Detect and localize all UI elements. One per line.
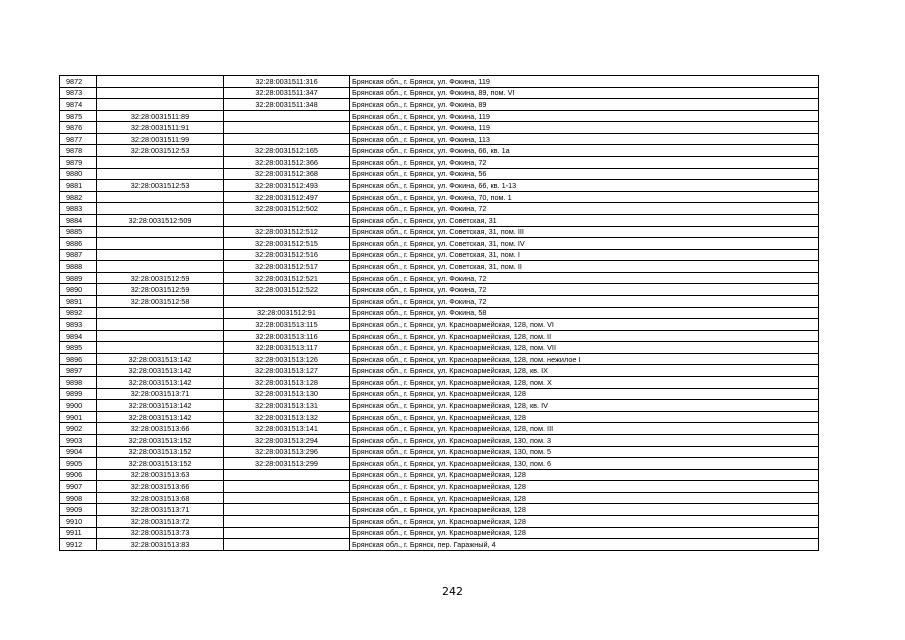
row-number-cell: 9877 <box>60 133 97 145</box>
object-cadastral-number-cell: 32:28:0031512:368 <box>224 168 350 180</box>
object-cadastral-number-cell: 32:28:0031513:130 <box>224 388 350 400</box>
row-number-cell: 9881 <box>60 180 97 192</box>
register-table-body <box>60 76 819 551</box>
row-number-cell: 9888 <box>60 261 97 273</box>
cadastral-number-cell: 32:28:0031512:509 <box>97 214 224 226</box>
row-number-cell: 9904 <box>60 446 97 458</box>
address-cell: Брянская обл., г. Брянск, ул. Фокина, 119 <box>350 76 819 88</box>
address-cell: Брянская обл., г. Брянск, ул. Красноармейская, 128 <box>350 411 819 423</box>
address-cell: Брянская обл., г. Брянск, ул. Красноармейская, 128, пом. III <box>350 423 819 435</box>
object-cadastral-number-cell: 32:28:0031511:348 <box>224 99 350 111</box>
object-cadastral-number-cell: 32:28:0031513:115 <box>224 319 350 331</box>
cadastral-number-cell <box>97 319 224 331</box>
cadastral-number-cell: 32:28:0031511:99 <box>97 133 224 145</box>
object-cadastral-number-cell: 32:28:0031512:512 <box>224 226 350 238</box>
row-number-cell: 9897 <box>60 365 97 377</box>
table-row <box>60 99 819 111</box>
address-cell: Брянская обл., г. Брянск, ул. Красноармейская, 128 <box>350 469 819 481</box>
row-number-cell: 9896 <box>60 353 97 365</box>
cadastral-number-cell <box>97 330 224 342</box>
row-number-cell: 9887 <box>60 249 97 261</box>
table-row <box>60 539 819 551</box>
address-cell: Брянская обл., г. Брянск, ул. Фокина, 58 <box>350 307 819 319</box>
row-number-cell: 9909 <box>60 504 97 516</box>
table-row <box>60 191 819 203</box>
object-cadastral-number-cell <box>224 527 350 539</box>
address-cell: Брянская обл., г. Брянск, ул. Советская, 31, пом. I <box>350 249 819 261</box>
address-cell: Брянская обл., г. Брянск, ул. Фокина, 89, пом. VI <box>350 87 819 99</box>
table-row <box>60 458 819 470</box>
object-cadastral-number-cell <box>224 122 350 134</box>
address-cell: Брянская обл., г. Брянск, пер. Гаражный, 4 <box>350 539 819 551</box>
row-number-cell: 9900 <box>60 400 97 412</box>
address-cell: Брянская обл., г. Брянск, ул. Фокина, 66, кв. 1а <box>350 145 819 157</box>
row-number-cell: 9872 <box>60 76 97 88</box>
table-row <box>60 214 819 226</box>
table-row <box>60 295 819 307</box>
address-cell: Брянская обл., г. Брянск, ул. Советская, 31, пом. II <box>350 261 819 273</box>
row-number-cell: 9880 <box>60 168 97 180</box>
object-cadastral-number-cell: 32:28:0031512:502 <box>224 203 350 215</box>
row-number-cell: 9886 <box>60 238 97 250</box>
cadastral-register-table <box>59 75 819 551</box>
address-cell: Брянская обл., г. Брянск, ул. Советская, 31, пом. III <box>350 226 819 238</box>
row-number-cell: 9875 <box>60 110 97 122</box>
table-row <box>60 180 819 192</box>
object-cadastral-number-cell: 32:28:0031511:316 <box>224 76 350 88</box>
table-row <box>60 481 819 493</box>
object-cadastral-number-cell: 32:28:0031512:91 <box>224 307 350 319</box>
object-cadastral-number-cell: 32:28:0031513:127 <box>224 365 350 377</box>
cadastral-number-cell <box>97 307 224 319</box>
table-row <box>60 238 819 250</box>
cadastral-number-cell <box>97 168 224 180</box>
table-row <box>60 157 819 169</box>
cadastral-number-cell: 32:28:0031512:53 <box>97 180 224 192</box>
table-row <box>60 388 819 400</box>
cadastral-number-cell: 32:28:0031513:142 <box>97 400 224 412</box>
address-cell: Брянская обл., г. Брянск, ул. Фокина, 72 <box>350 272 819 284</box>
cadastral-number-cell <box>97 226 224 238</box>
object-cadastral-number-cell <box>224 110 350 122</box>
table-row <box>60 400 819 412</box>
object-cadastral-number-cell <box>224 515 350 527</box>
table-row <box>60 168 819 180</box>
cadastral-number-cell <box>97 87 224 99</box>
table-row <box>60 145 819 157</box>
row-number-cell: 9908 <box>60 492 97 504</box>
address-cell: Брянская обл., г. Брянск, ул. Красноармейская, 128, пом. II <box>350 330 819 342</box>
cadastral-number-cell: 32:28:0031513:152 <box>97 434 224 446</box>
row-number-cell: 9891 <box>60 295 97 307</box>
cadastral-number-cell: 32:28:0031513:72 <box>97 515 224 527</box>
table-row <box>60 203 819 215</box>
row-number-cell: 9885 <box>60 226 97 238</box>
address-cell: Брянская обл., г. Брянск, ул. Красноармейская, 128 <box>350 481 819 493</box>
object-cadastral-number-cell: 32:28:0031512:493 <box>224 180 350 192</box>
address-cell: Брянская обл., г. Брянск, ул. Фокина, 113 <box>350 133 819 145</box>
cadastral-number-cell: 32:28:0031511:91 <box>97 122 224 134</box>
object-cadastral-number-cell: 32:28:0031513:296 <box>224 446 350 458</box>
address-cell: Брянская обл., г. Брянск, ул. Фокина, 72 <box>350 157 819 169</box>
row-number-cell: 9883 <box>60 203 97 215</box>
address-cell: Брянская обл., г. Брянск, ул. Красноармейская, 128, пом. X <box>350 377 819 389</box>
object-cadastral-number-cell <box>224 504 350 516</box>
address-cell: Брянская обл., г. Брянск, ул. Красноармейская, 128 <box>350 527 819 539</box>
row-number-cell: 9905 <box>60 458 97 470</box>
table-row <box>60 76 819 88</box>
cadastral-number-cell: 32:28:0031513:152 <box>97 446 224 458</box>
object-cadastral-number-cell <box>224 214 350 226</box>
table-row <box>60 110 819 122</box>
cadastral-number-cell <box>97 76 224 88</box>
cadastral-number-cell: 32:28:0031512:59 <box>97 284 224 296</box>
table-row <box>60 122 819 134</box>
object-cadastral-number-cell: 32:28:0031513:126 <box>224 353 350 365</box>
cadastral-number-cell: 32:28:0031513:83 <box>97 539 224 551</box>
cadastral-number-cell: 32:28:0031513:142 <box>97 377 224 389</box>
object-cadastral-number-cell <box>224 295 350 307</box>
row-number-cell: 9895 <box>60 342 97 354</box>
address-cell: Брянская обл., г. Брянск, ул. Красноармейская, 128, кв. IX <box>350 365 819 377</box>
address-cell: Брянская обл., г. Брянск, ул. Фокина, 56 <box>350 168 819 180</box>
object-cadastral-number-cell <box>224 469 350 481</box>
object-cadastral-number-cell <box>224 481 350 493</box>
cadastral-number-cell: 32:28:0031513:142 <box>97 411 224 423</box>
object-cadastral-number-cell: 32:28:0031512:517 <box>224 261 350 273</box>
object-cadastral-number-cell: 32:28:0031511:347 <box>224 87 350 99</box>
table-row <box>60 411 819 423</box>
address-cell: Брянская обл., г. Брянск, ул. Советская, 31, пом. IV <box>350 238 819 250</box>
cadastral-number-cell <box>97 249 224 261</box>
address-cell: Брянская обл., г. Брянск, ул. Красноармейская, 130, пом. 6 <box>350 458 819 470</box>
row-number-cell: 9892 <box>60 307 97 319</box>
row-number-cell: 9898 <box>60 377 97 389</box>
row-number-cell: 9901 <box>60 411 97 423</box>
object-cadastral-number-cell <box>224 539 350 551</box>
object-cadastral-number-cell: 32:28:0031512:516 <box>224 249 350 261</box>
address-cell: Брянская обл., г. Брянск, ул. Красноармейская, 128, кв. IV <box>350 400 819 412</box>
cadastral-number-cell: 32:28:0031513:71 <box>97 504 224 516</box>
cadastral-number-cell <box>97 238 224 250</box>
cadastral-number-cell: 32:28:0031513:66 <box>97 481 224 493</box>
table-row <box>60 469 819 481</box>
row-number-cell: 9893 <box>60 319 97 331</box>
cadastral-number-cell: 32:28:0031513:68 <box>97 492 224 504</box>
address-cell: Брянская обл., г. Брянск, ул. Советская, 31 <box>350 214 819 226</box>
cadastral-number-cell: 32:28:0031513:63 <box>97 469 224 481</box>
row-number-cell: 9912 <box>60 539 97 551</box>
address-cell: Брянская обл., г. Брянск, ул. Фокина, 72 <box>350 295 819 307</box>
table-row <box>60 365 819 377</box>
table-row <box>60 319 819 331</box>
row-number-cell: 9903 <box>60 434 97 446</box>
table-row <box>60 87 819 99</box>
cadastral-number-cell: 32:28:0031512:58 <box>97 295 224 307</box>
table-row <box>60 261 819 273</box>
object-cadastral-number-cell: 32:28:0031513:132 <box>224 411 350 423</box>
table-row <box>60 307 819 319</box>
address-cell: Брянская обл., г. Брянск, ул. Фокина, 119 <box>350 122 819 134</box>
cadastral-number-cell <box>97 203 224 215</box>
row-number-cell: 9889 <box>60 272 97 284</box>
address-cell: Брянская обл., г. Брянск, ул. Красноармейская, 128 <box>350 515 819 527</box>
address-cell: Брянская обл., г. Брянск, ул. Фокина, 72 <box>350 203 819 215</box>
cadastral-number-cell: 32:28:0031513:142 <box>97 365 224 377</box>
object-cadastral-number-cell: 32:28:0031513:116 <box>224 330 350 342</box>
cadastral-number-cell: 32:28:0031511:89 <box>97 110 224 122</box>
object-cadastral-number-cell: 32:28:0031513:294 <box>224 434 350 446</box>
object-cadastral-number-cell: 32:28:0031512:521 <box>224 272 350 284</box>
row-number-cell: 9874 <box>60 99 97 111</box>
table-row <box>60 226 819 238</box>
address-cell: Брянская обл., г. Брянск, ул. Красноармейская, 128 <box>350 388 819 400</box>
table-row <box>60 504 819 516</box>
object-cadastral-number-cell: 32:28:0031513:131 <box>224 400 350 412</box>
cadastral-number-cell: 32:28:0031513:66 <box>97 423 224 435</box>
row-number-cell: 9882 <box>60 191 97 203</box>
table-row <box>60 527 819 539</box>
object-cadastral-number-cell <box>224 492 350 504</box>
object-cadastral-number-cell: 32:28:0031513:128 <box>224 377 350 389</box>
row-number-cell: 9884 <box>60 214 97 226</box>
cadastral-number-cell <box>97 342 224 354</box>
row-number-cell: 9910 <box>60 515 97 527</box>
row-number-cell: 9890 <box>60 284 97 296</box>
table-row <box>60 446 819 458</box>
row-number-cell: 9907 <box>60 481 97 493</box>
row-number-cell: 9873 <box>60 87 97 99</box>
cadastral-number-cell: 32:28:0031512:59 <box>97 272 224 284</box>
address-cell: Брянская обл., г. Брянск, ул. Фокина, 89 <box>350 99 819 111</box>
cadastral-number-cell <box>97 157 224 169</box>
table-row <box>60 330 819 342</box>
cadastral-number-cell <box>97 261 224 273</box>
address-cell: Брянская обл., г. Брянск, ул. Фокина, 72 <box>350 284 819 296</box>
table-row <box>60 515 819 527</box>
row-number-cell: 9876 <box>60 122 97 134</box>
object-cadastral-number-cell: 32:28:0031512:165 <box>224 145 350 157</box>
cadastral-number-cell <box>97 99 224 111</box>
cadastral-number-cell: 32:28:0031513:152 <box>97 458 224 470</box>
address-cell: Брянская обл., г. Брянск, ул. Красноармейская, 128, пом. нежилое I <box>350 353 819 365</box>
table-row <box>60 342 819 354</box>
object-cadastral-number-cell: 32:28:0031513:299 <box>224 458 350 470</box>
row-number-cell: 9894 <box>60 330 97 342</box>
address-cell: Брянская обл., г. Брянск, ул. Красноармейская, 128, пом. VI <box>350 319 819 331</box>
row-number-cell: 9906 <box>60 469 97 481</box>
address-cell: Брянская обл., г. Брянск, ул. Фокина, 70, пом. 1 <box>350 191 819 203</box>
object-cadastral-number-cell: 32:28:0031513:141 <box>224 423 350 435</box>
table-row <box>60 353 819 365</box>
cadastral-number-cell: 32:28:0031513:73 <box>97 527 224 539</box>
object-cadastral-number-cell: 32:28:0031512:366 <box>224 157 350 169</box>
object-cadastral-number-cell <box>224 133 350 145</box>
table-row <box>60 423 819 435</box>
cadastral-number-cell: 32:28:0031513:71 <box>97 388 224 400</box>
table-row <box>60 272 819 284</box>
table-row <box>60 249 819 261</box>
cadastral-number-cell <box>97 191 224 203</box>
address-cell: Брянская обл., г. Брянск, ул. Красноармейская, 130, пом. 5 <box>350 446 819 458</box>
row-number-cell: 9878 <box>60 145 97 157</box>
address-cell: Брянская обл., г. Брянск, ул. Красноармейская, 128 <box>350 504 819 516</box>
row-number-cell: 9879 <box>60 157 97 169</box>
table-row <box>60 284 819 296</box>
page-number: 242 <box>442 585 463 598</box>
address-cell: Брянская обл., г. Брянск, ул. Красноармейская, 130, пом. 3 <box>350 434 819 446</box>
object-cadastral-number-cell: 32:28:0031512:497 <box>224 191 350 203</box>
object-cadastral-number-cell: 32:28:0031512:515 <box>224 238 350 250</box>
row-number-cell: 9899 <box>60 388 97 400</box>
table-row <box>60 377 819 389</box>
address-cell: Брянская обл., г. Брянск, ул. Фокина, 66, кв. 1-13 <box>350 180 819 192</box>
table-row <box>60 492 819 504</box>
object-cadastral-number-cell: 32:28:0031512:522 <box>224 284 350 296</box>
row-number-cell: 9911 <box>60 527 97 539</box>
object-cadastral-number-cell: 32:28:0031513:117 <box>224 342 350 354</box>
table-row <box>60 434 819 446</box>
address-cell: Брянская обл., г. Брянск, ул. Красноармейская, 128 <box>350 492 819 504</box>
address-cell: Брянская обл., г. Брянск, ул. Красноармейская, 128, пом. VII <box>350 342 819 354</box>
address-cell: Брянская обл., г. Брянск, ул. Фокина, 119 <box>350 110 819 122</box>
row-number-cell: 9902 <box>60 423 97 435</box>
table-row <box>60 133 819 145</box>
cadastral-number-cell: 32:28:0031513:142 <box>97 353 224 365</box>
cadastral-number-cell: 32:28:0031512:53 <box>97 145 224 157</box>
